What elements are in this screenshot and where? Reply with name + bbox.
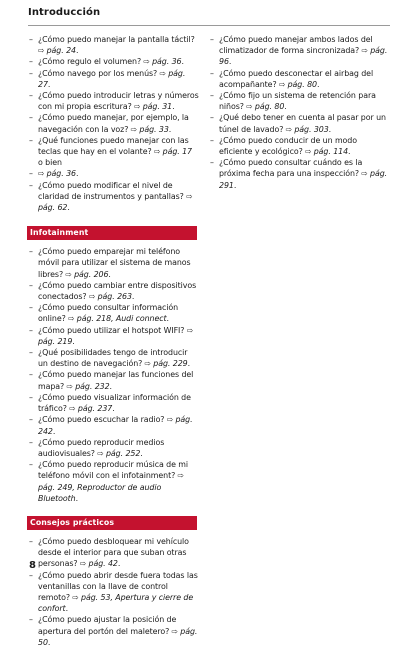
page-reference: pág. 232 (75, 381, 110, 391)
arrow-right-outline-icon: ⇨ (134, 102, 143, 112)
reference-suffix: . (75, 169, 79, 179)
arrow-right-outline-icon: ⇨ (171, 626, 181, 636)
faq-item (210, 135, 388, 157)
reference-suffix: . (228, 57, 232, 67)
right-column (210, 34, 388, 191)
faq-question: ¿Cómo puedo manejar ambos lados del climatizador de forma sincronizada? (219, 35, 373, 56)
page-reference: pág. 303 (294, 124, 329, 134)
arrow-right-outline-icon: ⇨ (72, 592, 82, 602)
faq-question: ¿Cómo puedo desconectar el airbag del acompañante? (219, 68, 374, 89)
arrow-right-outline-icon: ⇨ (65, 269, 75, 279)
faq-question: ¿Cómo fijo un sistema de retención para niños? (219, 91, 376, 112)
faq-item (29, 180, 199, 214)
section-heading-infotainment: Infotainment (27, 226, 197, 240)
reference-suffix: . (187, 359, 191, 369)
arrow-right-outline-icon: ⇨ (143, 57, 153, 67)
reference-suffix: . (67, 203, 70, 213)
faq-question: ¿Cómo puedo consultar cuándo es la próxima fecha para una inspección? (219, 158, 363, 179)
faq-item (29, 392, 199, 414)
page-number: 8 (29, 560, 36, 571)
faq-list-right (210, 34, 388, 191)
page-reference: pág. 80 (287, 79, 317, 89)
faq-question: ¿Cómo puedo manejar la pantalla táctil? (38, 35, 195, 44)
reference-suffix: . (47, 637, 51, 647)
page-reference: pág. 50 (38, 626, 198, 647)
arrow-right-outline-icon: ⇨ (166, 415, 176, 425)
arrow-right-outline-icon: ⇨ (305, 147, 314, 157)
page-reference: pág. 42 (88, 559, 118, 569)
reference-suffix: . (131, 292, 135, 302)
faq-list-general (29, 34, 199, 213)
faq-question: ¿Cómo navego por los menús? (38, 68, 160, 78)
arrow-right-outline-icon: ⇨ (278, 79, 288, 89)
arrow-right-outline-icon: ⇨ (66, 381, 76, 391)
reference-suffix: . (181, 57, 184, 67)
faq-item (210, 90, 388, 112)
reference-suffix: . (284, 102, 287, 112)
faq-question: ¿Qué debo tener en cuenta al pasar por un túnel de lavado? (219, 113, 386, 134)
faq-item (29, 280, 199, 302)
faq-item (29, 68, 199, 90)
page-reference: pág. 114 (313, 147, 349, 157)
arrow-right-outline-icon: ⇨ (285, 124, 295, 134)
faq-item (210, 112, 388, 134)
faq-item (29, 325, 199, 347)
left-column (29, 34, 199, 648)
page-reference: pág. 229 (153, 359, 188, 369)
arrow-right-outline-icon: ⇨ (79, 559, 89, 569)
arrow-right-outline-icon: ⇨ (144, 359, 154, 369)
faq-question: ¿Cómo puedo conducir de un modo eficiente y ecológico? (219, 135, 357, 157)
faq-question: ¿Cómo puedo reproducir música de mi teléfono móvil con el infotainment? (38, 460, 189, 481)
reference-suffix: . (52, 426, 56, 436)
section-heading-consejos: Consejos prácticos (27, 516, 197, 530)
page-reference: pág. 33 (139, 124, 169, 134)
reference-suffix: . (112, 404, 115, 414)
arrow-right-outline-icon: ⇨ (130, 124, 140, 134)
arrow-right-outline-icon: ⇨ (154, 147, 163, 157)
reference-suffix: . (233, 180, 237, 190)
faq-question: ¿Cómo puedo emparejar mi teléfono móvil para utilizar el sistema de manos libres? (38, 247, 191, 279)
faq-item (29, 347, 199, 369)
reference-suffix: . (47, 79, 51, 89)
page-reference: pág. 219 (38, 336, 73, 346)
page-reference: pág. 24 (46, 46, 76, 56)
reference-suffix: . (75, 493, 79, 503)
faq-item (29, 302, 199, 324)
reference-suffix: . (140, 448, 143, 458)
arrow-right-outline-icon: ⇨ (361, 46, 371, 56)
page-reference: pág. 263 (97, 292, 132, 302)
faq-item (29, 135, 199, 169)
faq-item (29, 459, 199, 504)
faq-item (29, 437, 199, 459)
reference-suffix: o bien (38, 158, 62, 168)
reference-suffix: . (316, 79, 320, 89)
faq-list-infotainment (29, 246, 199, 504)
page-reference: pág. 17 (162, 147, 192, 157)
arrow-right-outline-icon: ⇨ (159, 68, 169, 78)
arrow-right-outline-icon: ⇨ (38, 169, 47, 179)
page-reference: pág. 249, Reproductor de audio Bluetooth (38, 482, 162, 503)
page-reference: pág. 96 (219, 46, 388, 67)
page-reference: pág. 80 (254, 102, 285, 112)
arrow-right-outline-icon: ⇨ (186, 191, 193, 201)
page-reference: pág. 53, Apertura y cierre de confort (38, 592, 194, 614)
reference-suffix: . (108, 269, 111, 279)
faq-question: ¿Cómo puedo consultar información online? (38, 303, 179, 324)
reference-suffix: . (109, 381, 112, 391)
arrow-right-outline-icon: ⇨ (69, 404, 78, 414)
reference-suffix: . (75, 46, 79, 56)
page-reference: pág. 252 (105, 448, 141, 458)
faq-question: ¿Cómo puedo cambiar entre dispositivos conectados? (38, 280, 197, 302)
faq-question: ¿Cómo puedo manejar, por ejemplo, la navegación con la voz? (38, 113, 189, 134)
page-reference: pág. 62 (38, 203, 68, 213)
faq-item (29, 536, 199, 570)
page-reference: pág. 291 (219, 169, 388, 190)
faq-item (210, 157, 388, 191)
page-reference: pág. 237 (77, 404, 113, 414)
faq-item (29, 34, 199, 56)
faq-question: ¿Cómo puedo desbloquear mi vehículo desde el interior para que suban otras personas? (38, 536, 189, 569)
reference-suffix: . (172, 102, 175, 112)
header-divider (28, 25, 390, 26)
faq-question: ¿Cómo puedo introducir letras y números con mi propia escritura? (38, 91, 199, 112)
reference-suffix: . (72, 336, 75, 346)
faq-item (29, 414, 199, 436)
reference-suffix: . (117, 559, 121, 569)
faq-question: ¿Cómo regulo el volumen? (38, 57, 144, 67)
arrow-right-outline-icon: ⇨ (68, 314, 77, 324)
reference-suffix: . (328, 124, 332, 134)
faq-question: ¿Cómo puedo manejar las funciones del mapa? (38, 370, 194, 391)
faq-question: ¿Cómo puedo reproducir medios audiovisuales? (38, 437, 165, 458)
arrow-right-outline-icon: ⇨ (361, 169, 371, 179)
faq-item (29, 90, 199, 112)
page-reference: pág. 206 (74, 269, 109, 279)
faq-item (29, 246, 199, 280)
faq-item (29, 570, 199, 615)
faq-item (29, 369, 199, 391)
page-reference: pág. 27 (38, 68, 186, 89)
arrow-right-outline-icon: ⇨ (177, 471, 184, 481)
reference-suffix: . (65, 604, 68, 614)
page-reference: pág. 36 (46, 169, 76, 179)
faq-item (210, 68, 388, 90)
faq-item (29, 168, 199, 179)
faq-item (210, 34, 388, 68)
faq-item (29, 614, 199, 648)
arrow-right-outline-icon: ⇨ (88, 292, 98, 302)
faq-question: ¿Cómo puedo escuchar la radio? (38, 415, 167, 425)
arrow-right-outline-icon: ⇨ (97, 448, 106, 458)
page-reference: pág. 31 (142, 102, 173, 112)
arrow-right-outline-icon: ⇨ (246, 102, 255, 112)
faq-question: ¿Cómo puedo visualizar información de tráfico? (38, 392, 191, 414)
page-reference: pág. 218, Audi connect (76, 314, 167, 324)
page-reference: pág. 242 (38, 415, 193, 436)
faq-item (29, 112, 199, 134)
reference-suffix: . (166, 314, 169, 324)
faq-list-consejos (29, 536, 199, 648)
arrow-right-outline-icon: ⇨ (186, 325, 194, 335)
page-header: Introducción (28, 7, 101, 18)
faq-question: ¿Cómo puedo utilizar el hotspot WIFI? (38, 325, 187, 335)
reference-suffix: . (168, 124, 172, 134)
faq-question: ¿Qué posibilidades tengo de introducir un destino de navegación? (38, 348, 188, 369)
faq-question: ¿Qué funciones puedo manejar con las teclas que hay en el volante? (38, 135, 189, 157)
faq-question: ¿Cómo puedo abrir desde fuera todas las ventanillas con la llave de control remoto? (38, 570, 198, 602)
faq-question: ¿Cómo puedo modificar el nivel de claridad de instrumentos y pantallas? (38, 180, 187, 201)
faq-item (29, 56, 199, 67)
faq-question: ¿Cómo puedo ajustar la posición de apertura del portón del maletero? (38, 615, 177, 636)
page-reference: pág. 36 (152, 57, 182, 67)
reference-suffix: . (348, 147, 351, 157)
arrow-right-outline-icon: ⇨ (38, 46, 47, 56)
